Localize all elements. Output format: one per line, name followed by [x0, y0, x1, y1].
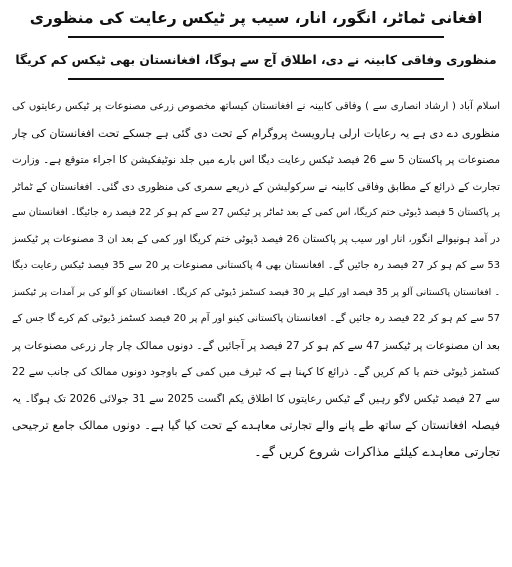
body-line: تجارتی معاہدے کیلئے مذاکرات شروع کریں گے۔: [254, 443, 500, 459]
body-line: 57 سے کم ہو کر 22 فیصد رہ جائیں گے۔ افغانستان پاکستانی کینو اور آم پر 20 فیصد کسٹمز ڈیوٹی کم کرے گا جس کے: [12, 313, 500, 324]
headline-divider: [68, 36, 444, 38]
headline: افغانی ٹماٹر، انگور، انار، سیب پر ٹیکس رعایت کی منظوری: [29, 9, 483, 27]
body-line: منظوری دے دی ہے یہ رعایات ارلی ہارویسٹ پروگرام کے تحت دی گئی ہے جسکے تحت افغانستان کی چار: [12, 126, 500, 140]
body-line: فیصلہ افغانستان کے ساتھ طے پانے والے تجارتی معاہدے کے تحت کیا گیا ہے۔ دونوں ممالک جامع ترجیحی: [12, 418, 500, 432]
body-line: پر پاکستان 5 فیصد ڈیوٹی ختم کریگا، اس کمی کے بعد ٹماٹر پر ٹیکس 27 سے کم ہو کر 22 فیصد رہ جائیگا۔ افغانستان سے: [12, 207, 500, 218]
article-body: [12, 94, 500, 465]
subheadline: منظوری وفاقی کابینہ نے دی، اطلاق آج سے ہوگا، افغانستان بھی ٹیکس کم کریگا: [15, 53, 497, 67]
body-line: سے 27 فیصد ٹیکس لاگو رہیں گے ٹیکس رعایتوں کا اطلاق یکم اگست 2025 سے 31 جولائی 2026 تک ہوگا۔ یہ: [12, 392, 500, 405]
body-line: بعد ان مصنوعات پر ٹیکسز 47 سے کم ہو کر 27 فیصد پر آجائیں گے۔ دونوں ممالک چار چار زرعی مصنوعات پر: [12, 339, 500, 352]
body-line: تجارت کے ذرائع کے مطابق وفاقی کابینہ نے سرکولیشن کے ذریعے سمری کی منظوری دی گئی۔ افغانستان کے ٹماٹر: [12, 180, 500, 193]
body-line: اسلام آباد ( ارشاد انصاری سے ) وفاقی کابینہ نے افغانستان کیساتھ مخصوص زرعی مصنوعات پر ٹیکس رعایتوں کی: [12, 101, 500, 112]
body-line: مصنوعات پر پاکستان 5 سے 26 فیصد ٹیکس رعایت دیگا اس بارے میں جلد نوٹیفکیشن کا اجراء متوقع ہے۔ وزارت: [12, 154, 500, 166]
body-line: کسٹمز ڈیوٹی ختم یا کم کریں گے۔ ذرائع کا کہنا ہے کہ ٹیرف میں کمی کے باوجود دونوں ممالک کی جانب سے 22: [12, 366, 500, 378]
body-line: در آمد ہونیوالے انگور، انار اور سیب پر پاکستان 26 فیصد ڈیوٹی ختم کریگا اور کمی کے بعد ان 3 مصنوعات پر ٹیکسز: [12, 233, 500, 245]
subheadline-divider: [68, 78, 444, 80]
body-line: 53 سے کم ہو کر 27 فیصد رہ جائیں گے۔ افغانستان بھی 4 پاکستانی مصنوعات پر 20 سے 35 فیصد ٹیکس رعایت دیگا: [12, 260, 500, 271]
body-line: ۔ افغانستان پاکستانی آلو پر 35 فیصد اور کیلے پر 30 فیصد کسٹمز ڈیوٹی کم کریگا۔ افغانستان کو آلو کی بر آمدات پر ٹیکسز: [12, 286, 500, 298]
